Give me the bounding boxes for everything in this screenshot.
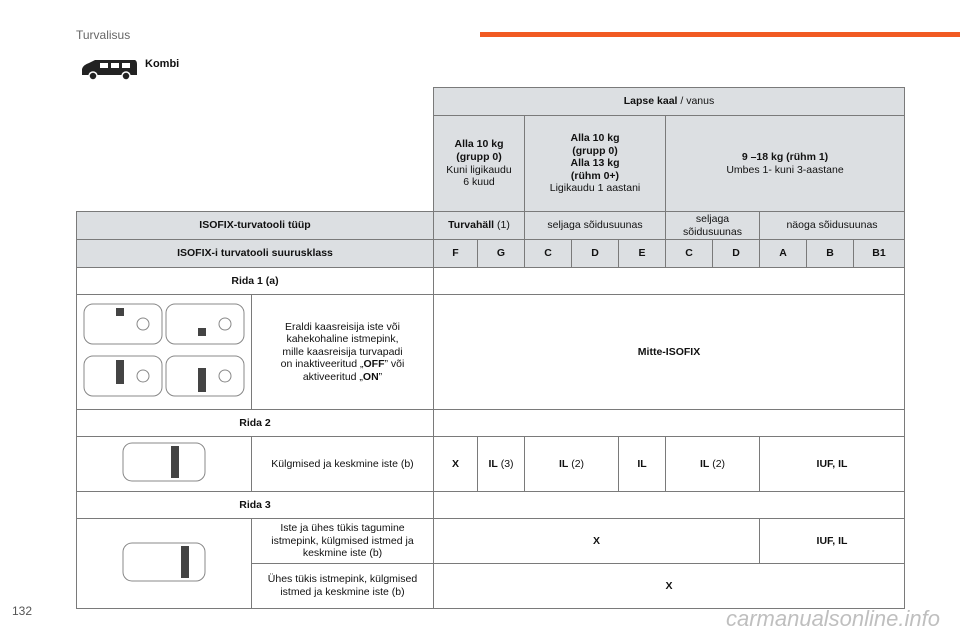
- vehicle-label: Kombi: [145, 58, 180, 70]
- seat-diagram-icon: [119, 440, 209, 484]
- size-class: B: [807, 240, 854, 268]
- size-class: A: [760, 240, 807, 268]
- row1-seat-diagrams: [77, 295, 252, 410]
- row3-desc-a: Iste ja ühes tükis tagumine istmepink, külgmised istmed ja keskmine iste (b): [252, 519, 434, 564]
- row1-title: Rida 1 (a): [77, 268, 434, 295]
- size-class: F: [434, 240, 478, 268]
- watermark: carmanualsonline.info: [725, 606, 940, 631]
- row1-value: Mitte-ISOFIX: [434, 295, 905, 410]
- row1-desc: Eraldi kaasreisija iste või kahekohaline istmepink, mille kaasreisija turvapadi on inaktiveeritud „OFF” või aktiveeritud „ON”: [252, 295, 434, 410]
- weight-col-1: Alla 10 kg (grupp 0) Alla 13 kg (rühm 0+) Ligikaudu 1 aastani: [525, 116, 666, 212]
- type-rear-facing-1: seljaga sõidusuunas: [525, 212, 666, 240]
- size-class: G: [478, 240, 525, 268]
- weight-col-0: Alla 10 kg (grupp 0) Kuni ligikaudu 6 kuud: [434, 116, 525, 212]
- type-forward-facing: näoga sõidusuunas: [760, 212, 905, 240]
- row3-val-a: X: [434, 519, 760, 564]
- size-class: E: [619, 240, 666, 268]
- type-turvahall: Turvahäll (1): [434, 212, 525, 240]
- van-icon: [80, 58, 138, 82]
- row2-title: Rida 2: [77, 410, 434, 437]
- row3-val-b: X: [434, 564, 905, 609]
- row2-val: IL (3): [478, 437, 525, 492]
- size-class: D: [713, 240, 760, 268]
- row2-val: IL (2): [666, 437, 760, 492]
- size-class: B1: [854, 240, 905, 268]
- size-class: C: [525, 240, 572, 268]
- header-rule: [480, 32, 960, 37]
- row2-val: IL: [619, 437, 666, 492]
- weight-header: Lapse kaal / vanus: [434, 88, 905, 116]
- page-number: 132: [12, 604, 33, 618]
- size-row-label: ISOFIX-i turvatooli suurusklass: [77, 240, 434, 268]
- row3-title: Rida 3: [77, 492, 434, 519]
- row2-seat-diagram: [77, 437, 252, 492]
- row2-val: IL (2): [525, 437, 619, 492]
- row2-val: X: [434, 437, 478, 492]
- size-class: D: [572, 240, 619, 268]
- row2-desc: Külgmised ja keskmine iste (b): [252, 437, 434, 492]
- seat-diagram-icon: [79, 298, 249, 403]
- row3-desc-b: Ühes tükis istmepink, külgmised istmed ja keskmine iste (b): [252, 564, 434, 609]
- size-class: C: [666, 240, 713, 268]
- weight-col-2: 9 –18 kg (rühm 1) Umbes 1- kuni 3-aastane: [666, 116, 905, 212]
- row3-val-a-iuf: IUF, IL: [760, 519, 905, 564]
- type-rear-facing-2: seljaga sõidusuunas: [666, 212, 760, 240]
- row3-seat-diagram: [77, 519, 252, 609]
- seat-diagram-icon: [119, 540, 209, 584]
- section-title: Turvalisus: [76, 28, 131, 42]
- row2-val: IUF, IL: [760, 437, 905, 492]
- isofix-table: [76, 87, 905, 609]
- type-row-label: ISOFIX-turvatooli tüüp: [77, 212, 434, 240]
